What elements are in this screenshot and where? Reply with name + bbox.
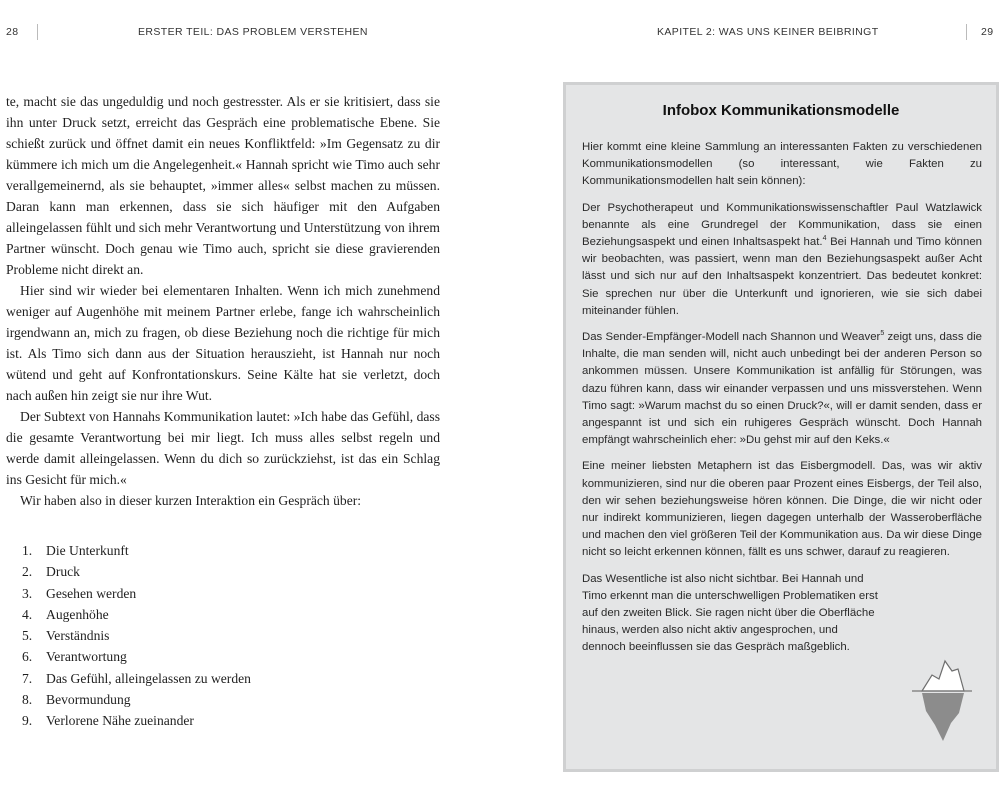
list-number: 8. (22, 692, 33, 708)
paragraph: Wir haben also in dieser kurzen Interaktion ein Gespräch über: (20, 493, 362, 508)
list-item (22, 646, 251, 667)
left-running-title: ERSTER TEIL: DAS PROBLEM VERSTEHEN (138, 26, 368, 38)
infobox-text: Das Sender-Empfänger-Modell nach Shannon und Weaver (582, 331, 881, 344)
infobox-text: Der Psychotherapeut und Kommunikationswissenschaftler Paul Watzlawick benannte als eine Grundregel der Kommunikation, dass sie einen Beziehungsaspekt und einen Inhaltsaspekt hat. (582, 201, 982, 249)
list-number: 9. (22, 713, 33, 729)
list-item (22, 625, 251, 646)
infobox-text: Bei Hannah und Timo können wir beobachten, was passiert, wenn man den Beziehungsaspekt außer Acht lässt und sich nur auf den Inhaltsaspekt konzentriert. Das bedeutet konkret: Sie sprechen nur über die Unterkunft und ignorieren, wie sie sich dabei miteinander fühlen. (582, 236, 982, 317)
list-text: Druck (46, 564, 80, 580)
infobox-paragraph: Eine meiner liebsten Metaphern ist das Eisbergmodell. Das, was wir aktiv kommunizieren, sind nur die oberen paar Prozent eines Eisbergs, der Teil also, den wir sehen beziehungsweise hören können. Die Dinge, die wir nicht oder nur indirekt kommunizieren, liegen dagegen unterhalb der Wasseroberfläche und machen den viel größeren Teil der Kommunikation aus. Da wir diese Dinge nicht so leicht erkennen können, fällt es uns schwer, darauf zu reagieren. (582, 460, 982, 559)
footnote-marker: 5 (880, 330, 885, 338)
list-item (22, 668, 251, 689)
list-item (22, 583, 251, 604)
header-divider (966, 24, 967, 40)
list-text: Augenhöhe (46, 606, 109, 622)
infobox-paragraph: Das Wesentliche ist also nicht sichtbar. Bei Hannah und Timo erkennt man die unterschwelligen Problematiken erst auf den zweiten Blick. Sie ragen nicht über die Oberfläche hinaus, werden also nicht aktiv angesprochen, und dennoch beeinflussen sie das Gespräch maßgeblich. (582, 572, 878, 654)
list-text: Verständnis (46, 628, 110, 644)
topic-list (22, 540, 251, 732)
list-number: 6. (22, 649, 33, 665)
iceberg-icon (912, 653, 972, 745)
paragraph: Hier sind wir wieder bei elementaren Inhalten. Wenn ich mich zunehmend weniger auf Augenhöhe mit meinem Partner erlebe, fange ich wahrscheinlich irgendwann an, mich zu fragen, ob diese Beziehung noch die richtige für mich ist. Als Timo sich dann aus der Situation herauszieht, ist Hannah nur noch wütend und geht auf Konfrontationskurs. Seine Kälte hat sie verletzt, doch nach außen hin zeigt sie nur ihre Wut. (6, 283, 440, 403)
infobox-text: zeigt uns, dass die Inhalte, die man senden will, nicht auch unbedingt bei der anderen Person so ankommen müssen. Unsere Kommunikation ist anfällig für Störungen, was dazu führen kann, dass wir einander verpassen und uns missverstehen. Wenn Timo sagt: »Warum machst du so einen Druck?«, will er damit senden, dass er angespannt ist und sich ein ruhigeres Gespräch wünscht. Doch Hannah empfängt wahrscheinlich eher: »Du gehst mir auf den Keks.« (582, 331, 982, 447)
iceberg-tip (922, 661, 964, 691)
list-number: 2. (22, 564, 33, 580)
list-item (22, 604, 251, 625)
list-number: 4. (22, 606, 33, 622)
infobox-title: Infobox Kommunikationsmodelle (662, 102, 900, 119)
left-page-text (6, 91, 440, 511)
footnote-marker: 4 (822, 235, 827, 243)
iceberg-underwater (922, 693, 964, 741)
list-item (22, 710, 251, 731)
list-item (22, 561, 251, 582)
infobox-paragraph (582, 329, 982, 449)
header-divider (37, 24, 38, 40)
paragraph: Der Subtext von Hannahs Kommunikation lautet: »Ich habe das Gefühl, dass die gesamte Verantwortung bei mir liegt. Ich muss alles selbst regeln und werde damit alleingelassen. Wenn du dich so zurückziehst, ist das ein Schlag ins Gesicht für mich.« (6, 409, 440, 487)
infobox-body (582, 139, 982, 666)
left-page-number: 28 (6, 26, 19, 38)
right-running-title: KAPITEL 2: WAS UNS KEINER BEIBRINGT (657, 26, 879, 38)
infobox (563, 82, 999, 772)
list-number: 1. (22, 543, 33, 558)
list-number: 7. (22, 670, 33, 686)
list-text: Die Unterkunft (46, 543, 129, 558)
list-text: Verantwortung (46, 649, 127, 665)
list-item (22, 689, 251, 710)
infobox-paragraph: Hier kommt eine kleine Sammlung an interessanten Fakten zu verschiedenen Kommunikationsmodellen (so interessant, wie Fakten zu Kommunikationsmodellen halt sein können): (582, 141, 982, 188)
paragraph: te, macht sie das ungeduldig und noch gestresster. Als er sie kritisiert, dass sie ihn unter Druck setzt, erreicht das Gespräch eine problematische Ebene. Sie schießt zurück und öffnet damit ein neues Konfliktfeld: »Im Gegensatz zu dir kümmere ich mich um die Angelegenheit.« Hannah spricht wie Timo auch sehr verallgemeinernd, als sie behauptet, »immer alles« selbst machen zu müssen. Daran kann man erkennen, dass sie sich häufiger mit den Aufgaben alleingelassen fühlt und sich mehr Verantwortung und Unterstützung von ihrem Partner wünscht. Doch genau wie Timo auch, spricht sie diese gravierenden Probleme nicht direkt an. (6, 94, 440, 277)
list-text: Gesehen werden (46, 585, 137, 601)
list-number: 3. (22, 585, 33, 601)
list-text: Bevormundung (46, 692, 131, 708)
list-number: 5. (22, 628, 33, 644)
list-item (22, 540, 251, 561)
infobox-paragraph (582, 200, 982, 320)
list-text: Verlorene Nähe zueinander (46, 713, 194, 729)
list-text: Das Gefühl, alleingelassen zu werden (46, 670, 251, 686)
right-page-number: 29 (981, 26, 994, 38)
